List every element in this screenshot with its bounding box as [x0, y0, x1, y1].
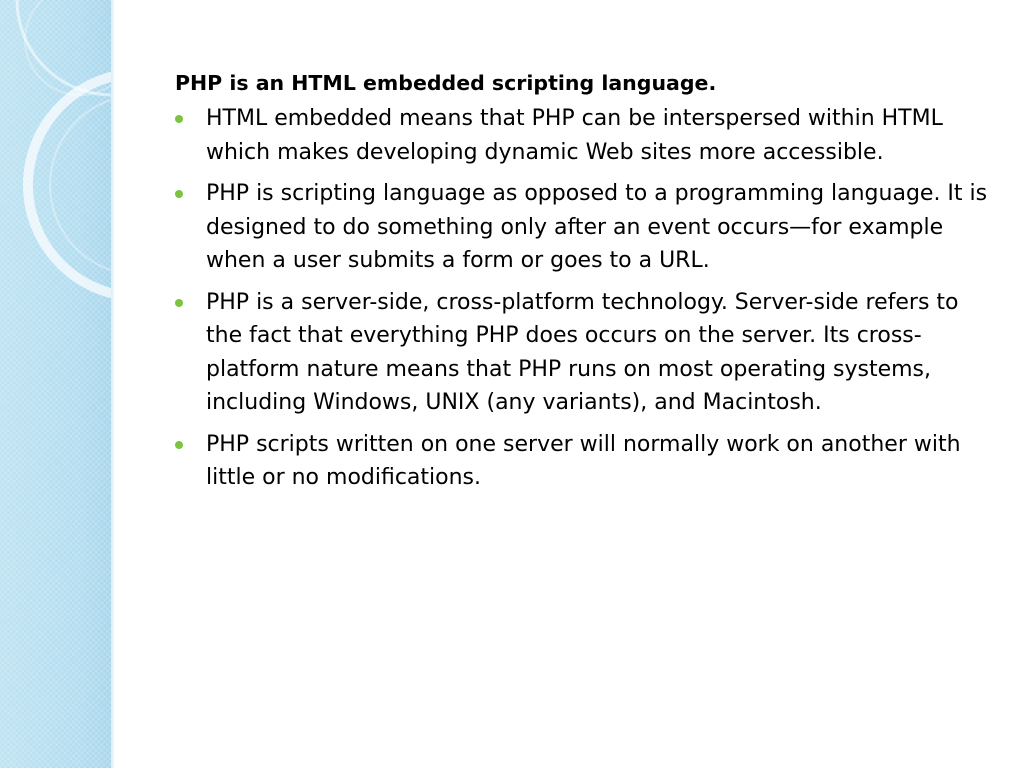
bullet-item [175, 102, 995, 169]
bullet-text: HTML embedded means that PHP can be interspersed within HTML which makes developing dynamic Web sites more accessible. [206, 106, 943, 165]
bullet-dot-icon [175, 190, 183, 198]
decorative-circles [0, 0, 113, 768]
slide-content [175, 66, 995, 503]
slide-heading: PHP is an HTML embedded scripting language. [175, 71, 717, 95]
bullet-list [175, 102, 995, 495]
bullet-item [175, 428, 995, 495]
bullet-dot-icon [175, 441, 183, 449]
bullet-dot-icon [175, 299, 183, 307]
bullet-item [175, 177, 995, 278]
side-band-edge [111, 0, 114, 768]
bullet-text: PHP scripts written on one server will normally work on another with little or no modifications. [206, 431, 961, 490]
decorative-side-band [0, 0, 113, 768]
bullet-item [175, 286, 995, 420]
bullet-text: PHP is scripting language as opposed to a programming language. It is designed to do something only after an event occurs—for example when a user submits a form or goes to a URL. [206, 181, 988, 273]
bullet-dot-icon [175, 115, 183, 123]
bullet-text: PHP is a server-side, cross-platform technology. Server-side refers to the fact that everything PHP does occurs on the server. Its cross-platform nature means that PHP runs on most operating systems, including Windows, UNIX (any variants), and Macintosh. [206, 289, 959, 415]
